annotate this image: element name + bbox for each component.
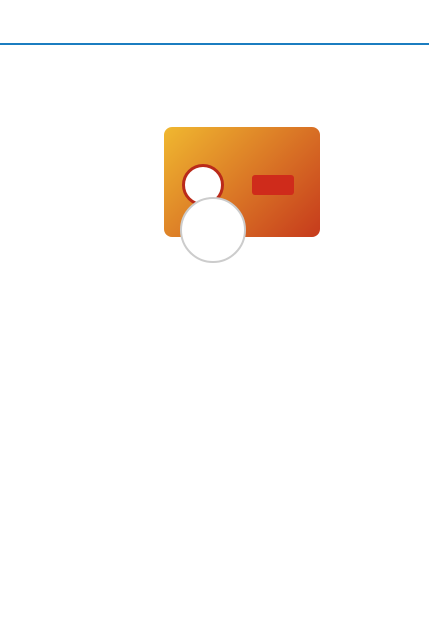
mixed-reform-chip [252,175,294,195]
hero-article [14,63,320,345]
page-header [0,0,429,45]
right-column [331,158,424,160]
hero-lead [14,127,174,129]
graphic-caption [180,197,246,263]
